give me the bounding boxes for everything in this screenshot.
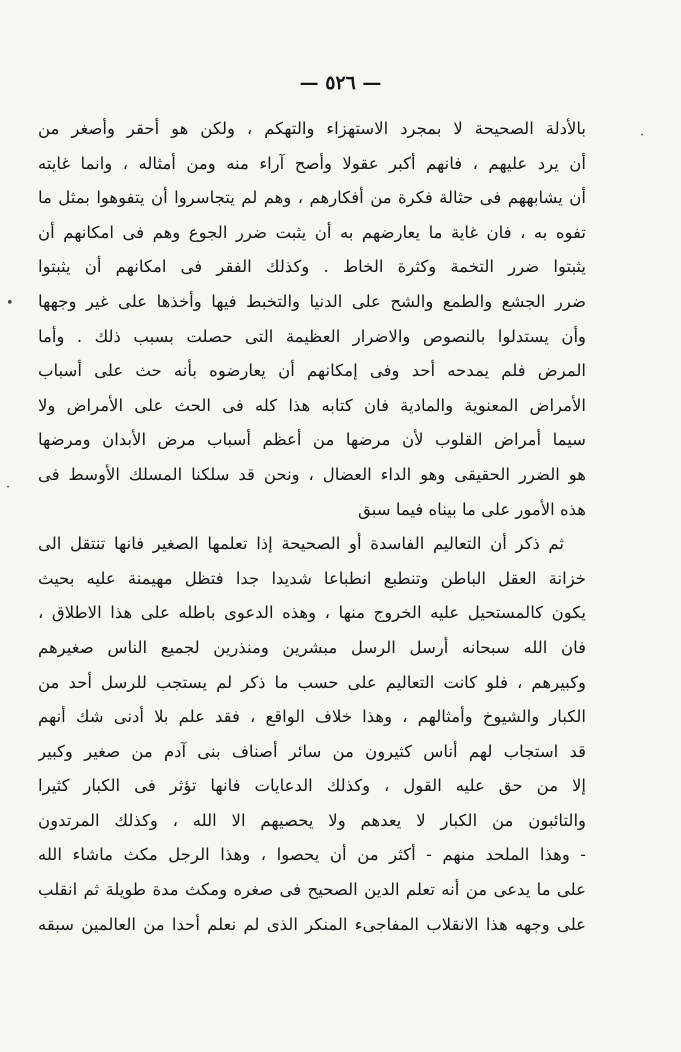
- page-number: — ٥٢٦ —: [299, 72, 382, 94]
- text-line: إلا من حق عليه القول ، وكذلك الدعايات فانها تؤثر فى الكبار كثيرا: [38, 776, 586, 796]
- text-line: هو الضرر الحقيقى وهو الداء العضال ، ونحن قد سلكنا المسلك الأوسط فى: [38, 464, 586, 484]
- text-line: وكبيرهم ، فلو كانت التعاليم على حسب ما ذكر لم يستجب للرسل أحد من: [38, 672, 586, 692]
- text-line: تفوه به ، فان غاية ما يعارضهم به أن يثبت ضرر الجوع وهم فى امكانهم أن: [38, 222, 586, 242]
- text-line: الأمراض المعنوية والمادية فان كتابه هذا كله فى الحث على الأمراض ولا: [38, 395, 586, 415]
- text-line: فان الله سبحانه أرسل الرسل مبشرين ومنذرين لجميع الناس صغيرهم: [38, 637, 586, 657]
- text-line: ثم ذكر أن التعاليم الفاسدة أو الصحيحة إذا تعلمها الصغير فانها تنتقل الى: [38, 534, 564, 554]
- text-line: بالأدلة الصحيحة لا بمجرد الاستهزاء والتهكم ، ولكن هو أحقر وأصغر من: [38, 119, 586, 138]
- text-line: خزانة العقل الباطن وتنطبع انطباعا شديدا جدا فتظل مهيمنة عليه بحيث: [38, 568, 586, 588]
- text-line: وأن يستدلوا بالنصوص والاضرار العظيمة التى حصلت بسبب ذلك . وأما: [38, 326, 586, 346]
- text-line: والتائبون من الكبار لا يعدهم ولا يحصيهم الا الله ، وكذلك المرتدون: [38, 810, 586, 830]
- text-line: سيما أمراض القلوب لأن مرضها من أعظم أسباب مرض الأبدان ومرضها: [38, 430, 586, 450]
- scan-speck: •: [6, 296, 14, 311]
- scan-speck: ·: [6, 480, 11, 495]
- text-line: يثبتوا ضرر التخمة وكثرة الخاط . وكذلك الفقر فى امكانهم أن يثبتوا: [38, 257, 586, 277]
- text-line: على وجهه هذا الانقلاب المفاجىء المنكر الذى لم نعلم أحدا من العالمين سبقه: [38, 914, 586, 934]
- text-line: - وهذا الملحد منهم - أكثر من أن يحصوا ، وهذا الرجل مكث ماشاء الله: [38, 845, 586, 865]
- text-line: على ما يدعى من أنه تعلم الدين الصحيح فى صغره ومكث مدة طويلة ثم انقلب: [38, 880, 586, 900]
- text-line: قد استجاب لهم أناس كثيرون من سائر أصناف بنى آدم من صغير وكبير: [38, 741, 586, 761]
- text-line: هذه الأمور على ما بيناه فيما سبق: [358, 499, 586, 519]
- text-line: ضرر الجشع والطمع والشح على الدنيا والتخبط فيها وأخذها على غير وجهها: [38, 291, 586, 311]
- text-line: الكبار والشيوخ وأمثالهم ، وهذا خلاف الواقع ، فقد علم بلا أدنى شك أنهم: [38, 707, 586, 727]
- text-line: يكون كالمستحيل عليه الخروج منها ، وهذه الدعوى باطله على هذا الاطلاق ،: [38, 603, 586, 623]
- text-line: المرض فلم يمدحه أحد وفى إمكانهم أن يعارضوه بأنه حث على أسباب: [38, 361, 586, 381]
- text-line: أن يشابههم فى حثالة فكرة من أفكارهم ، وهم لم يتجاسروا أن يتفوهوا بمثل ما: [38, 188, 586, 208]
- text-line: أن يرد عليهم ، فانهم أكبر عقولا وأصح آراء منه ومن أمثاله ، وانما غايته: [38, 153, 586, 173]
- body-text: [38, 112, 586, 942]
- scan-speck: ·: [640, 128, 645, 143]
